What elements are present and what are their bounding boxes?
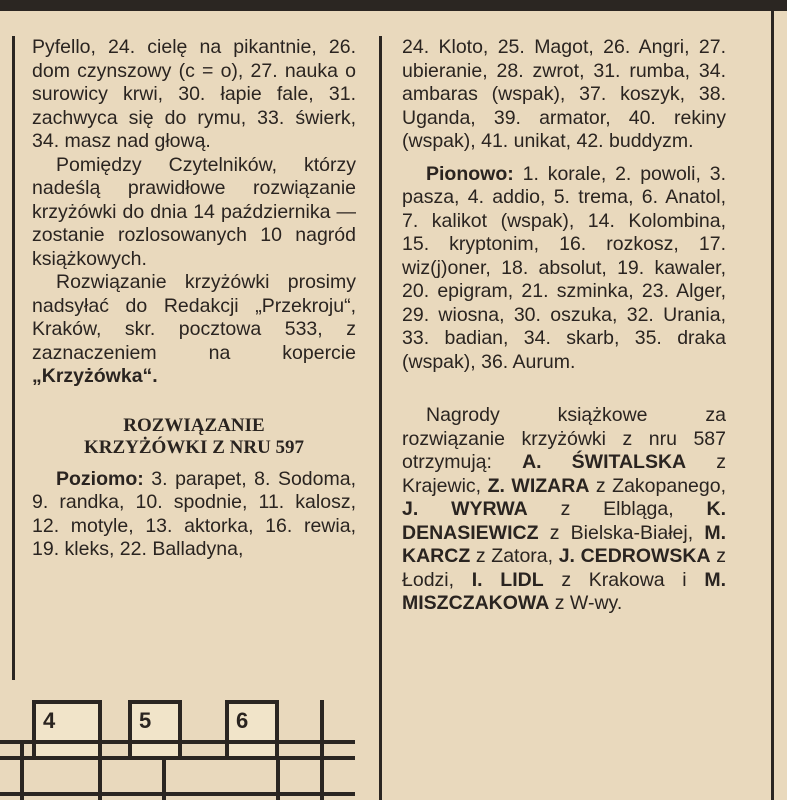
left-column [32, 36, 356, 562]
horizontal-label: Poziomo: [56, 467, 144, 490]
grid-line [0, 756, 355, 760]
winner-entry [472, 569, 687, 591]
cell-number: 6 [236, 708, 249, 733]
winner-name: I. LIDL [471, 568, 544, 591]
winner-place: z Krakowa i [561, 568, 687, 591]
winner-entry [488, 475, 726, 497]
cell-number: 4 [43, 708, 56, 733]
winner-name: K. DENASIEWICZ [402, 498, 727, 544]
horizontal-solutions [32, 468, 356, 562]
submission-instructions [32, 271, 356, 389]
winner-name: M. KARCZ [402, 521, 726, 567]
heading-line-1: ROZWIĄZANIE [123, 414, 265, 436]
column-divider [379, 36, 382, 800]
crossword-cell [225, 700, 279, 760]
contest-announcement: Pomiędzy Czytelników, którzy nadeślą prawidłowe rozwiązanie krzyżówki do dnia 14 października — zostanie rozlosowanych 10 nagród książkowych. [32, 153, 356, 270]
prize-winners [402, 404, 726, 616]
winner-place: z Zatora, [475, 545, 554, 567]
winner-name: J. CEDROWSKA [558, 545, 711, 567]
winner-place: z Bielska-Białej, [549, 521, 694, 544]
clues-continued: Pyfello, 24. cielę na pikantnie, 26. dom czynszowy (c = o), 27. nauka o surowicy krwi, 30. łapie fale, 31. zachwyca się do rymu, 33. świerk, 34. masz nad głową. [32, 36, 356, 152]
winner-name: Z. WIZARA [487, 474, 590, 497]
cell-number: 5 [139, 708, 152, 733]
horizontal-solutions-continued: 24. Kloto, 25. Magot, 26. Angri, 27. ubieranie, 28. zwrot, 31. rumba, 34. ambaras (wspak), 37. koszyk, 38. Uganda, 39. armator, 40. rekiny (wspak), 41. unikat, 42. buddyzm. [402, 36, 726, 152]
prizes-intro: Nagrody książkowe za rozwiązanie krzyżówki z nru 587 otrzymują: [402, 404, 726, 473]
grid-line [162, 756, 166, 800]
vertical-text: 1. korale, 2. powoli, 3. pasza, 4. addio, 5. trema, 6. Anatol, 7. kalikot (wspak), 14. Kolombina, 15. kryptonim, 16. rozkosz, 17. wiz(j)oner, 18. absolut, 19. kawaler, 20. epigram, 21. szminka, 23. Alger, 29. wiosna, 30. oszuka, 32. Urania, 33. badian, 34. skarb, 35. draka (wspak), 36. Aurum. [402, 162, 727, 373]
heading-line-2: KRZYŻÓWKI Z NRU 597 [83, 436, 305, 458]
solution-heading [32, 415, 356, 459]
horizontal-text: 3. parapet, 8. Sodoma, 9. randka, 10. spodnie, 11. kalosz, 12. motyle, 13. aktorka, 16. rewia, 19. kleks, 22. Balladyna, [32, 467, 356, 560]
right-column [402, 36, 726, 616]
winner-place: z W-wy. [554, 592, 623, 614]
vertical-solutions [402, 163, 726, 375]
grid-line [320, 700, 324, 800]
crossword-cell [32, 700, 102, 760]
winner-place: z Zakopanego, [595, 474, 727, 497]
grid-line [98, 756, 102, 800]
winner-name: A. ŚWITALSKA [522, 451, 687, 473]
envelope-label: „Krzyżówka“. [32, 365, 158, 387]
winner-place: z Łodzi, [402, 545, 726, 591]
grid-line [0, 792, 355, 796]
winner-name: J. WYRWA [402, 498, 528, 520]
winner-entry [402, 498, 674, 520]
right-margin-rule [771, 11, 774, 800]
winner-place: z Elbląga, [560, 498, 674, 520]
winner-name: M. MISZCZAKOWA [402, 568, 727, 614]
instructions-text: Rozwiązanie krzyżówki prosimy nadsyłać do Redakcji „Przekroju“, Kraków, skr. pocztowa 533, z zaznaczeniem na kopercie [32, 271, 356, 364]
top-border [0, 0, 787, 11]
grid-line [0, 740, 355, 744]
crossword-cell [128, 700, 182, 760]
winner-place: z Krajewic, [402, 451, 726, 497]
grid-line [20, 740, 24, 800]
left-margin-rule [12, 36, 15, 680]
vertical-label: Pionowo: [426, 162, 514, 185]
grid-line [276, 756, 280, 800]
